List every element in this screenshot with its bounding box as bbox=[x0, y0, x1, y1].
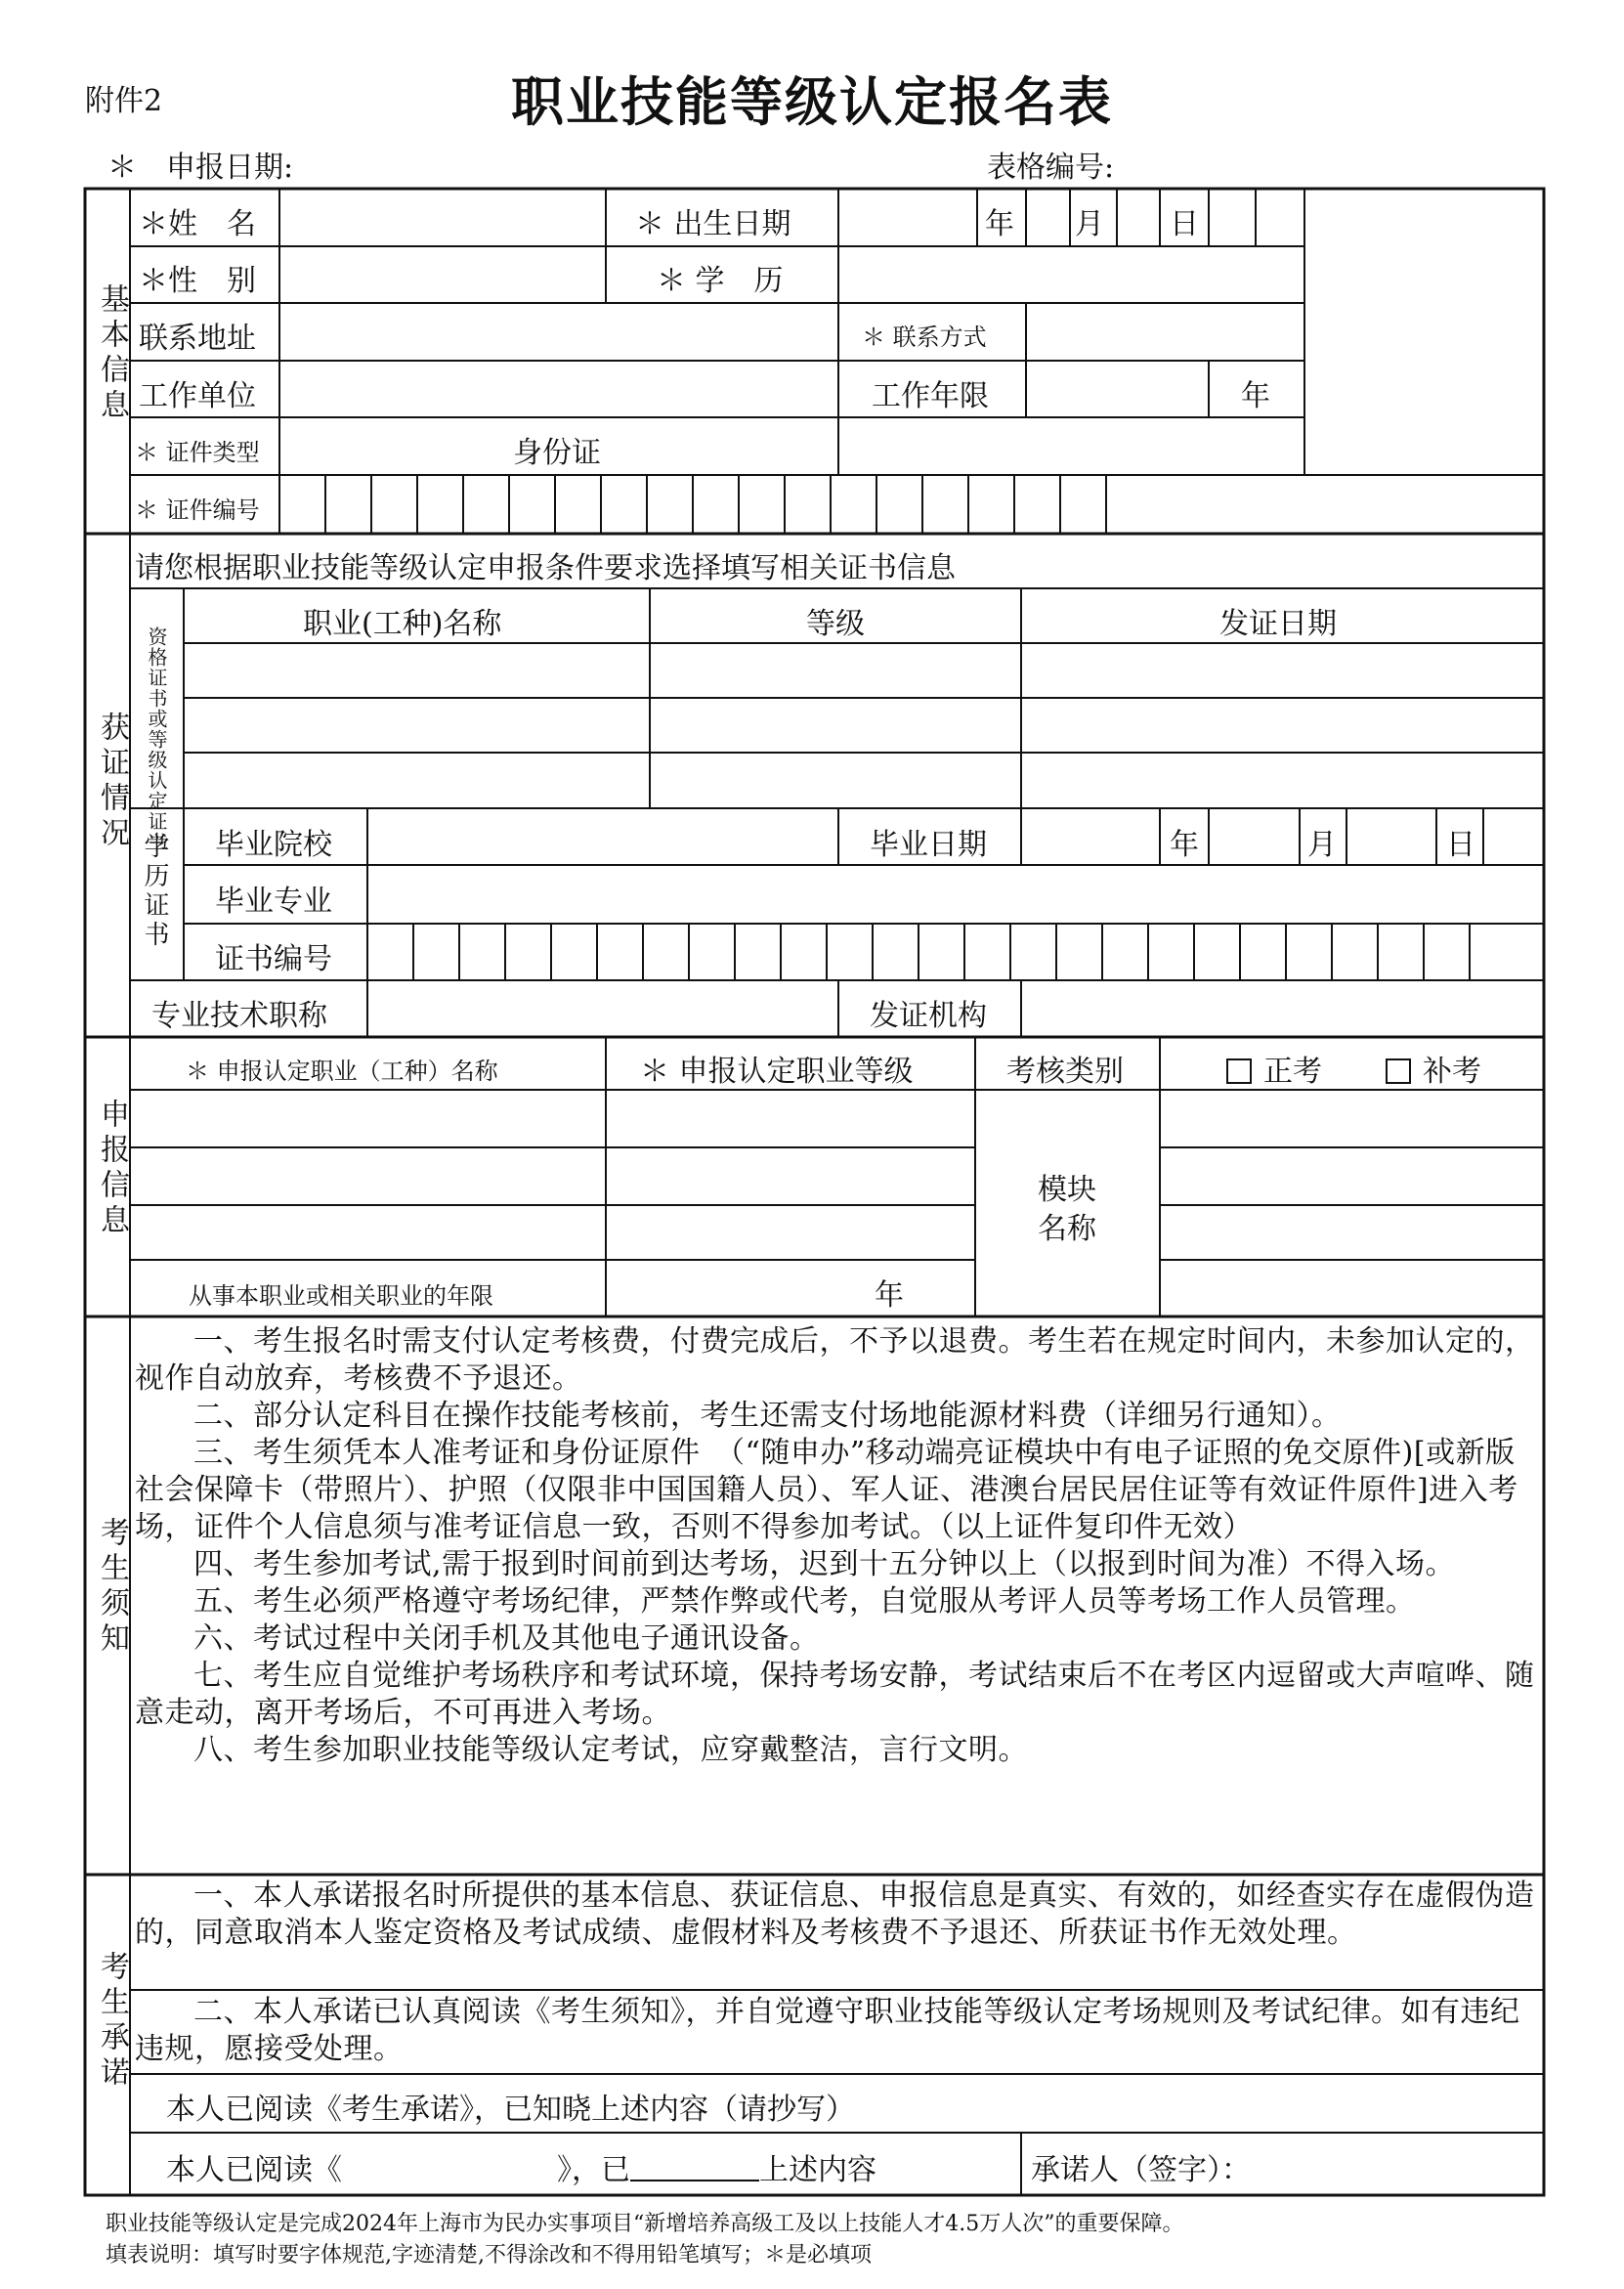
employer-label: 工作单位 bbox=[139, 379, 256, 413]
checkbox-regular[interactable] bbox=[1226, 1058, 1252, 1084]
notice-item-3: 三、考生须凭本人准考证和身份证原件 （“随申办”移动端亮证模块中有电子证照的免交原件)[或新版社会保障卡（带照片）、护照（仅限非中国国籍人员）、军人证、港澳台居民居住证等有效证件原件]进入考场，证件个人信息须与准考证信息一致，否则不得参加考试。（以上证件复印件无效） bbox=[135, 1436, 1518, 1544]
section-application: 申报信息 bbox=[95, 1099, 129, 1239]
pledge-copy-line[interactable] bbox=[166, 2145, 876, 2188]
qualification-rows[interactable] bbox=[185, 644, 1543, 807]
occupation-years-label: 从事本职业或相关职业的年限 bbox=[189, 1282, 493, 1310]
name-field[interactable] bbox=[280, 190, 605, 245]
form-number-label: 表格编号: bbox=[987, 151, 1115, 185]
id-type-label: ＊ 证件类型 bbox=[135, 439, 260, 466]
pledge-text-2: 二、本人承诺已认真阅读《考生须知》，并自觉遵守职业技能等级认定考场规则及考试纪律。如有违纪违规，愿接受处理。 bbox=[135, 1995, 1520, 2066]
contact-field[interactable] bbox=[1027, 304, 1303, 360]
module-label-2: 名称 bbox=[1038, 1212, 1096, 1246]
attachment-label: 附件2 bbox=[85, 84, 163, 118]
copy-part-c: 上述内容 bbox=[759, 2153, 876, 2187]
address-field[interactable] bbox=[280, 304, 837, 360]
footer-note-1: 职业技能等级认定是完成2024年上海市为民办实事项目“新增培养高级工及以上技能人才4.5万人次”的重要保障。 bbox=[106, 2212, 1184, 2236]
graduation-date-label: 毕业日期 bbox=[870, 828, 987, 862]
qualification-side-label: 资格证书或等级认定证书 bbox=[145, 626, 168, 852]
pledge-copy-instruction: 本人已阅读《考生承诺》，已知晓上述内容（请抄写） bbox=[166, 2093, 855, 2127]
notice-item-6: 六、考试过程中关闭手机及其他电子通讯设备。 bbox=[193, 1621, 820, 1656]
address-label: 联系地址 bbox=[139, 322, 256, 356]
birth-year-field[interactable] bbox=[839, 190, 976, 245]
footer-note-2: 填表说明：填写时要字体规范,字迹清楚,不得涂改和不得用铅笔填写；＊是必填项 bbox=[106, 2243, 872, 2267]
section-pledge: 考生承诺 bbox=[95, 1951, 129, 2092]
copy-part-a: 本人已阅读《 bbox=[166, 2153, 342, 2187]
grad-day-label: 日 bbox=[1446, 828, 1475, 862]
id-number-field[interactable] bbox=[280, 476, 1543, 533]
occupation-years-unit: 年 bbox=[875, 1278, 904, 1313]
grad-month-label: 月 bbox=[1307, 828, 1337, 862]
pledge-item-2 bbox=[135, 1994, 1538, 2068]
work-years-field[interactable] bbox=[1027, 362, 1208, 416]
day-label: 日 bbox=[1170, 207, 1199, 241]
grad-year-label: 年 bbox=[1170, 828, 1199, 862]
gender-field[interactable] bbox=[280, 247, 605, 302]
pledge-item-1 bbox=[135, 1878, 1538, 1952]
notice-item-5: 五、考生必须严格遵守考场纪律，严禁作弊或代考，自觉服从考评人员等考场工作人员管理。 bbox=[193, 1584, 1416, 1619]
copy-blank[interactable] bbox=[630, 2154, 759, 2181]
professional-title-label: 专业技术职称 bbox=[151, 999, 327, 1033]
option-regular-exam[interactable] bbox=[1226, 1047, 1322, 1090]
education-side-label: 学历证书 bbox=[140, 833, 169, 950]
major-label: 毕业专业 bbox=[215, 885, 332, 919]
id-number-label: ＊ 证件编号 bbox=[135, 497, 260, 524]
apply-level-label: ＊ 申报认定职业等级 bbox=[640, 1055, 914, 1089]
photo-box[interactable] bbox=[1305, 190, 1543, 474]
option-makeup-exam[interactable] bbox=[1386, 1047, 1481, 1090]
certificate-number-label: 证书编号 bbox=[215, 942, 332, 976]
notice-item-1: 一、考生报名时需支付认定考核费，付费完成后，不予以退费。考生若在规定时间内，未参加认定的，视作自动放弃，考核费不予退还。 bbox=[135, 1324, 1535, 1396]
notice-item-7: 七、考生应自觉维护考场秩序和考试环境，保持考场安静，考试结束后不在考区内逗留或大声喧哗、随意走动，离开考场后，不可再进入考场。 bbox=[135, 1659, 1535, 1730]
option-regular-label: 正考 bbox=[1263, 1055, 1322, 1089]
notice-item-4: 四、考生参加考试,需于报到时间前到达考场，迟到十五分钟以上（以报到时间为准）不得入场。 bbox=[193, 1547, 1456, 1581]
contact-label: ＊ 联系方式 bbox=[862, 324, 987, 351]
col-level: 等级 bbox=[806, 607, 865, 641]
professional-title-field[interactable] bbox=[368, 981, 837, 1036]
notice-item-2: 二、部分认定科目在操作技能考核前，考生还需支付场地能源材料费（详细另行通知）。 bbox=[193, 1399, 1342, 1433]
copy-part-b: 》，已 bbox=[557, 2153, 630, 2187]
employer-field[interactable] bbox=[280, 362, 837, 416]
education-label: ＊ 学 历 bbox=[657, 264, 784, 298]
school-label: 毕业院校 bbox=[215, 828, 332, 862]
pledge-text-1: 一、本人承诺报名时所提供的基本信息、获证信息、申报信息是真实、有效的，如经查实存在虚假伪造的，同意取消本人鉴定资格及考试成绩、虚假材料及考核费不予退还、所获证书作无效处理。 bbox=[135, 1879, 1535, 1950]
option-makeup-label: 补考 bbox=[1423, 1055, 1481, 1089]
notice-text bbox=[135, 1323, 1538, 1769]
birth-date-label: ＊ 出生日期 bbox=[635, 207, 791, 241]
work-years-unit: 年 bbox=[1241, 379, 1270, 413]
id-type-value: 身份证 bbox=[513, 436, 601, 470]
name-label: ＊姓 名 bbox=[139, 207, 256, 241]
apply-occupation-label: ＊ 申报认定职业（工种）名称 bbox=[186, 1058, 498, 1085]
signer-label: 承诺人（签字）： bbox=[1031, 2153, 1251, 2187]
section-notice: 考生须知 bbox=[95, 1517, 129, 1658]
exam-type-label: 考核类别 bbox=[1006, 1055, 1124, 1089]
section-certificates: 获证情况 bbox=[95, 712, 129, 852]
col-occupation-name: 职业(工种)名称 bbox=[303, 607, 502, 641]
year-label: 年 bbox=[985, 207, 1014, 241]
certificate-instruction: 请您根据职业技能等级认定申报条件要求选择填写相关证书信息 bbox=[135, 551, 956, 585]
month-label: 月 bbox=[1075, 207, 1104, 241]
education-field[interactable] bbox=[839, 247, 1303, 302]
module-label-1: 模块 bbox=[1038, 1173, 1096, 1207]
gender-label: ＊性 别 bbox=[139, 264, 256, 298]
page-title: 职业技能等级认定报名表 bbox=[511, 71, 1113, 133]
apply-date-label: ＊ 申报日期: bbox=[107, 151, 294, 185]
checkbox-makeup[interactable] bbox=[1386, 1058, 1411, 1084]
module-name-rows[interactable] bbox=[1161, 1091, 1543, 1316]
section-basic-info: 基本信息 bbox=[95, 283, 129, 424]
work-years-label: 工作年限 bbox=[872, 379, 989, 413]
notice-item-8: 八、考生参加职业技能等级认定考试，应穿戴整洁，言行文明。 bbox=[193, 1733, 1028, 1767]
major-field[interactable] bbox=[368, 866, 1543, 923]
school-field[interactable] bbox=[368, 809, 837, 864]
apply-occupation-rows[interactable] bbox=[131, 1091, 974, 1259]
issuing-authority-field[interactable] bbox=[1022, 981, 1543, 1036]
col-issue-date: 发证日期 bbox=[1219, 607, 1337, 641]
issuing-authority-label: 发证机构 bbox=[870, 999, 987, 1033]
